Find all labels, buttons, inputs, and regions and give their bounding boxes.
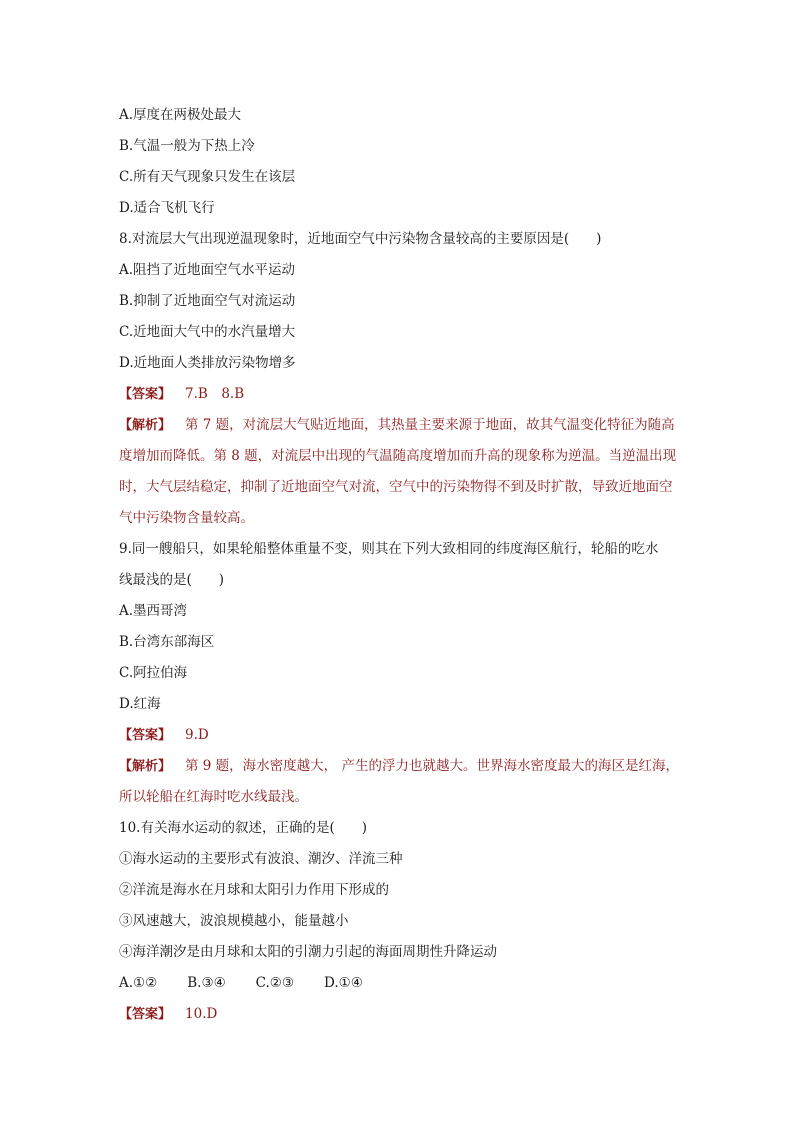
q7-option-d: D.适合飞机飞行 — [119, 200, 215, 216]
answer-value: 9.D — [185, 727, 209, 743]
q8-stem: 8.对流层大气出现逆温现象时，近地面空气中污染物含量较高的主要原因是( ) — [119, 231, 602, 247]
q9-stem-line-2: 线最浅的是( ) — [119, 572, 225, 588]
analysis-label: 【解析】 — [119, 759, 172, 774]
q9-option-c: C.阿拉伯海 — [119, 665, 188, 681]
q7-option-c: C.所有天气现象只发生在该层 — [119, 169, 296, 185]
analysis-text: 第 9 题，海水密度越大， 产生的浮力也就越大。世界海水密度最大的海区是红海，所以轮船在红海时吃水线最浅。 — [119, 758, 679, 805]
q9-option-d: D.红海 — [119, 696, 161, 712]
answer-value: 7.B 8.B — [185, 386, 245, 402]
q10-statement-3: ③风速越大，波浪规模越小，能量越小 — [119, 913, 349, 929]
answer-label: 【答案】 — [119, 1007, 172, 1022]
q8-option-c: C.近地面大气中的水汽量增大 — [119, 324, 296, 340]
q10-statement-1: ①海水运动的主要形式有波浪、潮汐、洋流三种 — [119, 851, 403, 867]
q8-option-a: A.阻挡了近地面空气水平运动 — [119, 262, 296, 278]
document-body — [119, 100, 679, 1030]
analysis-text: 第 7 题，对流层大气贴近地面，其热量主要来源于地面，故其气温变化特征为随高度增加而降低。第 8 题，对流层中出现的气温随高度增加而升高的现象称为逆温。当逆温出现时，大气层结稳定，抑制了近地面空气对流，空气中的污染物得不到及时扩散，导致近地面空气中污染物含量较高。 — [119, 417, 677, 526]
analysis-7-8 — [119, 410, 679, 534]
answer-label: 【答案】 — [119, 728, 172, 743]
q10-option-d: D.①④ — [324, 975, 363, 991]
q9-stem-line-1: 9.同一艘船只，如果轮船整体重量不变，则其在下列大致相同的纬度海区航行，轮船的吃水 — [119, 541, 659, 557]
q10-option-a: A.①② — [119, 975, 158, 991]
analysis-label: 【解析】 — [119, 418, 172, 433]
q10-statement-2: ②洋流是海水在月球和太阳引力作用下形成的 — [119, 882, 389, 898]
q10-option-b: B.③④ — [187, 975, 226, 991]
q10-statement-4: ④海洋潮汐是由月球和太阳的引潮力引起的海面周期性升降运动 — [119, 944, 497, 960]
answer-9 — [119, 720, 679, 751]
q7-option-b: B.气温一般为下热上冷 — [119, 138, 255, 154]
answer-10 — [119, 999, 679, 1030]
answer-7-8 — [119, 379, 679, 410]
q10-option-c: C.②③ — [255, 975, 295, 991]
q10-stem: 10.有关海水运动的叙述，正确的是( ) — [119, 820, 368, 836]
q8-option-d: D.近地面人类排放污染物增多 — [119, 355, 296, 371]
q9-option-a: A.墨西哥湾 — [119, 603, 188, 619]
q7-option-a: A.厚度在两极处最大 — [119, 107, 242, 123]
answer-label: 【答案】 — [119, 387, 172, 402]
q10-options — [119, 968, 679, 999]
q8-option-b: B.抑制了近地面空气对流运动 — [119, 293, 296, 309]
q9-option-b: B.台湾东部海区 — [119, 634, 215, 650]
answer-value: 10.D — [185, 1006, 218, 1022]
analysis-9 — [119, 751, 679, 813]
